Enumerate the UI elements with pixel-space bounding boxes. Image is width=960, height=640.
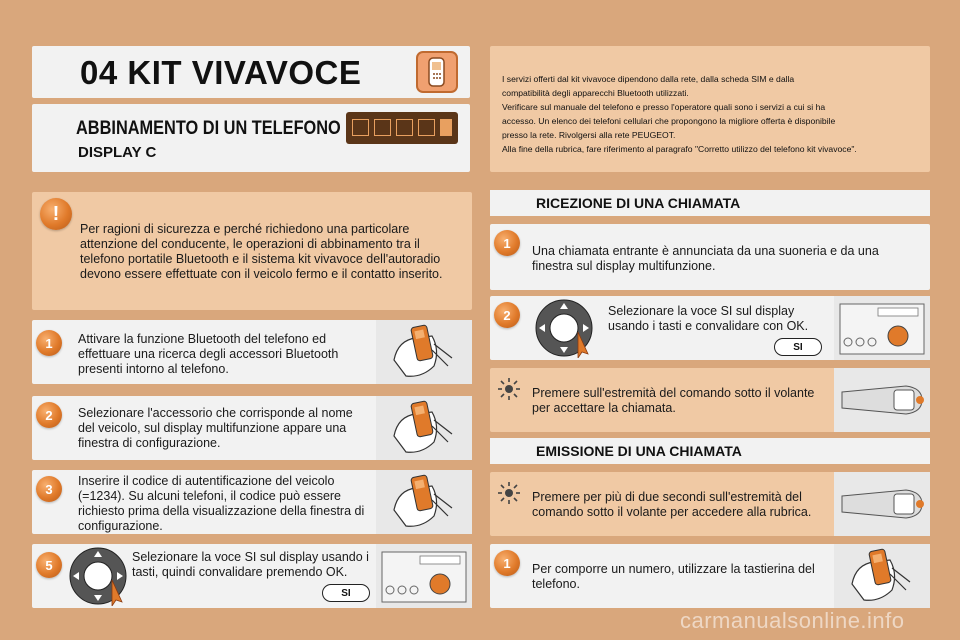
display-label: DISPLAY C xyxy=(78,144,157,161)
title-panel xyxy=(32,46,470,98)
sun-icon xyxy=(496,376,522,402)
radio-panel-illustration xyxy=(834,296,930,360)
step-text: Attivare la funzione Bluetooth del telefono ed effettuare una ricerca degli accessori Bluetooth presenti intorno al telefono. xyxy=(78,332,339,376)
si-option-pill: SI xyxy=(322,584,370,602)
receive-stalk-step xyxy=(490,368,930,432)
step-text: Selezionare la voce SI sul display usando i tasti, quindi convalidare premendo OK. xyxy=(132,550,369,579)
step-text: Una chiamata entrante è annunciata da una suoneria e da una finestra sul display multifunzione. xyxy=(532,244,879,273)
step-number: 5 xyxy=(36,552,62,578)
emit-stalk-step xyxy=(490,472,930,536)
hand-phone-illustration xyxy=(376,396,472,460)
intro-text: I servizi offerti dal kit vivavoce dipendono dalla rete, dalla scheda SIM e dalla compatibilità degli apparecchi Bluetooth utilizzati. Verificare sul manuale del telefono e presso l'operatore quali sono i servizi a cui si ha accesso. Un elenco dei telefoni cellulari che propongono la migliore offerta è disponibile presso la rete. Rivolgersi alla rete PEUGEOT. Alla fine della rubrica, fare riferimento al paragrafo "Corretto utilizzo del telefono kit vivavoce". xyxy=(502,74,857,154)
receive-call-heading: RICEZIONE DI UNA CHIAMATA xyxy=(490,190,930,216)
step-text: Inserire il codice di autentificazione del veicolo (=1234). Su alcuni telefoni, il codice può essere richiesto prima della visualizzazione della finestra di configurazione. xyxy=(78,474,365,533)
step-number: 1 xyxy=(494,550,520,576)
receive-step-2 xyxy=(490,296,930,360)
pairing-step-3 xyxy=(32,470,472,534)
step-number: 2 xyxy=(494,302,520,328)
subtitle-panel xyxy=(32,104,470,172)
step-number: 2 xyxy=(36,402,62,428)
pairing-step-5 xyxy=(32,544,472,608)
step-number: 1 xyxy=(494,230,520,256)
page-title: 04 KIT VIVAVOCE xyxy=(80,54,362,91)
steering-stalk-illustration xyxy=(834,368,930,432)
pairing-step-2 xyxy=(32,396,472,460)
display-screen-icon xyxy=(346,112,458,144)
phone-icon xyxy=(416,51,458,93)
warning-icon: ! xyxy=(40,198,72,230)
step-number: 1 xyxy=(36,330,62,356)
radio-panel-illustration xyxy=(376,544,472,608)
step-text: Selezionare l'accessorio che corrisponde al nome del veicolo, sul display multifunzione appare una finestra di configurazione. xyxy=(78,406,353,450)
hand-phone-illustration xyxy=(376,320,472,384)
section-title: ABBINAMENTO DI UN TELEFONO xyxy=(76,118,341,139)
step-number: 3 xyxy=(36,476,62,502)
navigation-pad-icon xyxy=(534,298,594,358)
watermark: carmanualsonline.info xyxy=(680,608,905,633)
receive-step-1 xyxy=(490,224,930,290)
warning-panel xyxy=(32,192,472,310)
intro-panel xyxy=(490,46,930,172)
hand-phone-illustration xyxy=(834,544,930,608)
navigation-pad-icon xyxy=(68,546,128,606)
emit-step-1 xyxy=(490,544,930,608)
hand-phone-illustration xyxy=(376,470,472,534)
step-text: Premere sull'estremità del comando sotto il volante per accettare la chiamata. xyxy=(532,386,815,415)
warning-text: Per ragioni di sicurezza e perché richiedono una particolare attenzione del conducente, le operazioni di abbinamento tra il telefono portatile Bluetooth e il sistema kit vivavoce dell'autoradio devono essere effettuate con il veicolo fermo e il contatto inserito. xyxy=(80,222,443,281)
emit-call-heading: EMISSIONE DI UNA CHIAMATA xyxy=(490,438,930,464)
sun-icon xyxy=(496,480,522,506)
step-text: Selezionare la voce SI sul display usando i tasti e convalidare con OK. xyxy=(608,304,809,333)
si-option-pill: SI xyxy=(774,338,822,356)
pairing-step-1 xyxy=(32,320,472,384)
step-text: Premere per più di due secondi sull'estremità del comando sotto il volante per accedere alla rubrica. xyxy=(532,490,812,519)
step-text: Per comporre un numero, utilizzare la tastierina del telefono. xyxy=(532,562,815,591)
steering-stalk-illustration xyxy=(834,472,930,536)
